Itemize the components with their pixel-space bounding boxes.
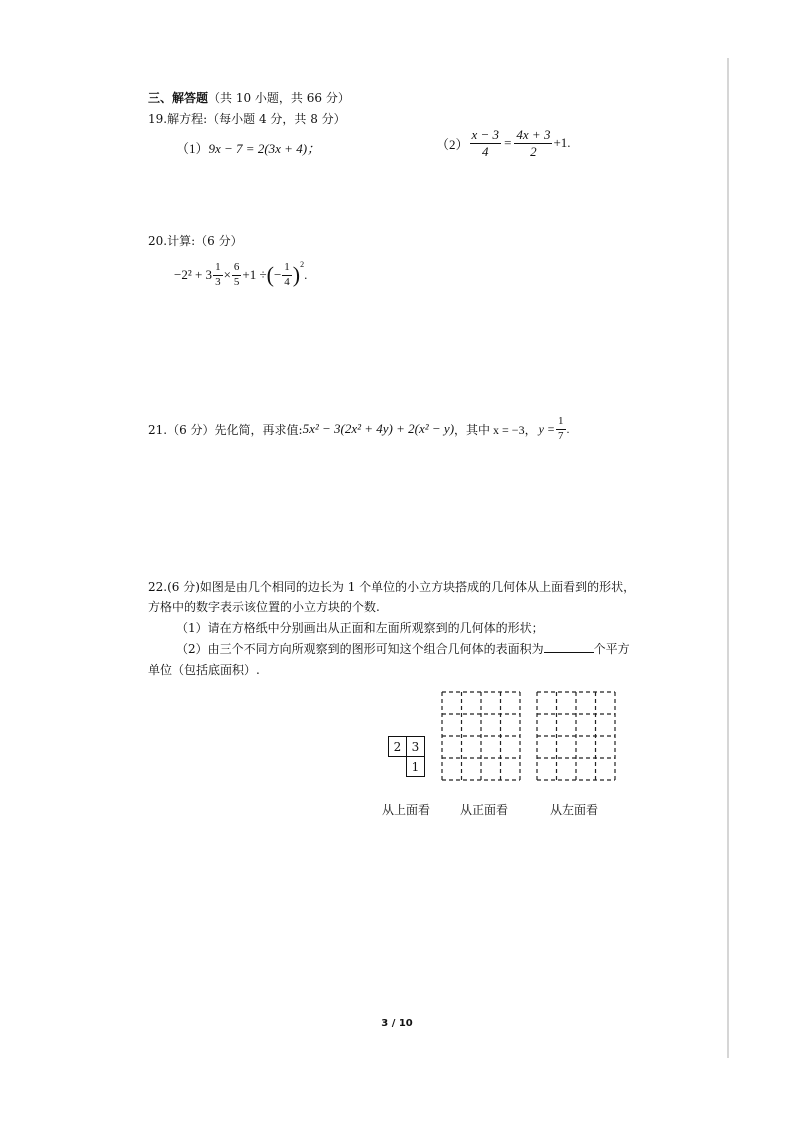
q19-equals: = — [504, 135, 512, 151]
q19-lhs-den: 4 — [482, 143, 489, 159]
q20-mixed-den: 3 — [215, 275, 221, 288]
section-title: 三、解答题 — [148, 91, 209, 105]
q22-line2: 方格中的数字表示该位置的小立方块的个数. — [148, 600, 380, 614]
q20-expression — [174, 262, 307, 288]
top-view-grid — [388, 736, 428, 780]
q19-label: 19.解方程:（每小题 4 分，共 8 分） — [148, 112, 346, 126]
caption-front-view: 从正面看 — [460, 803, 509, 817]
q19-part2 — [436, 128, 571, 158]
section-note: （共 10 小题，共 66 分） — [208, 91, 350, 105]
front-view-grid[interactable] — [441, 691, 521, 781]
left-view-grid[interactable] — [536, 691, 616, 781]
q19-part1-expr: 9x − 7 = 2(3x + 4)； — [208, 141, 321, 156]
q19-rhs-num: 4x + 3 — [516, 127, 551, 142]
top-view-cell: 1 — [406, 756, 425, 777]
q22-line-last: 单位（包括底面积）. — [148, 663, 260, 677]
page-number: 3 / 10 — [381, 1018, 413, 1029]
q19-part1-tag: （1） — [176, 141, 209, 156]
q21 — [148, 416, 570, 442]
caption-left-view: 从左面看 — [550, 803, 599, 817]
answer-blank[interactable] — [544, 641, 594, 653]
q19-lhs-fraction — [470, 128, 502, 158]
q20-mixed-num: 1 — [213, 262, 223, 276]
q20-left-paren: ( — [266, 262, 274, 288]
q20-times: × — [223, 267, 231, 283]
q21-y-eq: y = — [538, 421, 556, 436]
q21-label: 21.（6 分）先化简，再求值: — [148, 422, 303, 437]
q20-f2-den: 5 — [233, 275, 240, 288]
q19-rhs-fraction — [514, 128, 552, 158]
q20-label: 20.计算:（6 分） — [148, 234, 243, 248]
caption-top-view: 从上面看 — [382, 803, 431, 817]
q22-sub2-b: 个平方 — [593, 642, 630, 656]
top-view-cell: 3 — [406, 736, 425, 757]
q20-f2-num: 6 — [232, 262, 242, 276]
q20-paren-minus: − — [273, 267, 282, 283]
q22-sub2-a: （2）由三个不同方向所观察到的图形可知这个组合几何体的表面积为 — [176, 642, 544, 656]
q21-expr: 5x² − 3(2x² + 4y) + 2(x² − y) — [302, 421, 455, 437]
q20-expr-a: −2² + 3 — [174, 267, 213, 283]
top-view-cell: 2 — [388, 736, 407, 757]
q20-right-paren: ) — [292, 262, 301, 288]
q19-lhs-num: x − 3 — [471, 127, 500, 142]
q19-tail: +1. — [553, 135, 571, 151]
page-edge-rule — [727, 58, 729, 1058]
q21-y-fraction — [556, 416, 566, 442]
q22-sub2 — [176, 640, 630, 657]
q20-paren-fraction — [282, 262, 292, 288]
q22-line1: 22.(6 分)如图是由几个相同的边长为 1 个单位的小立方块搭成的几何体从上面看到的形状， — [148, 580, 636, 594]
q21-end: . — [566, 421, 570, 436]
section-heading — [148, 89, 350, 106]
q20-paren-den: 4 — [284, 275, 290, 288]
q21-condition: ，其中 x = −3， — [454, 422, 537, 437]
q20-expr-b: +1 ÷ — [242, 267, 267, 283]
q20-mixed-fraction — [213, 262, 223, 288]
q19-rhs-den: 2 — [530, 143, 537, 159]
q19-part2-tag: （2） — [436, 136, 469, 152]
q20-end: . — [304, 267, 308, 283]
q19-part1 — [176, 138, 320, 157]
q20-paren-num: 1 — [282, 262, 292, 276]
q22-sub1: （1）请在方格纸中分别画出从正面和左面所观察到的几何体的形状； — [176, 621, 544, 635]
q20-power: 2 — [300, 260, 305, 269]
q21-y-num: 1 — [556, 416, 566, 430]
q21-y-den: 7 — [558, 429, 564, 442]
q20-fraction-2 — [232, 262, 242, 288]
